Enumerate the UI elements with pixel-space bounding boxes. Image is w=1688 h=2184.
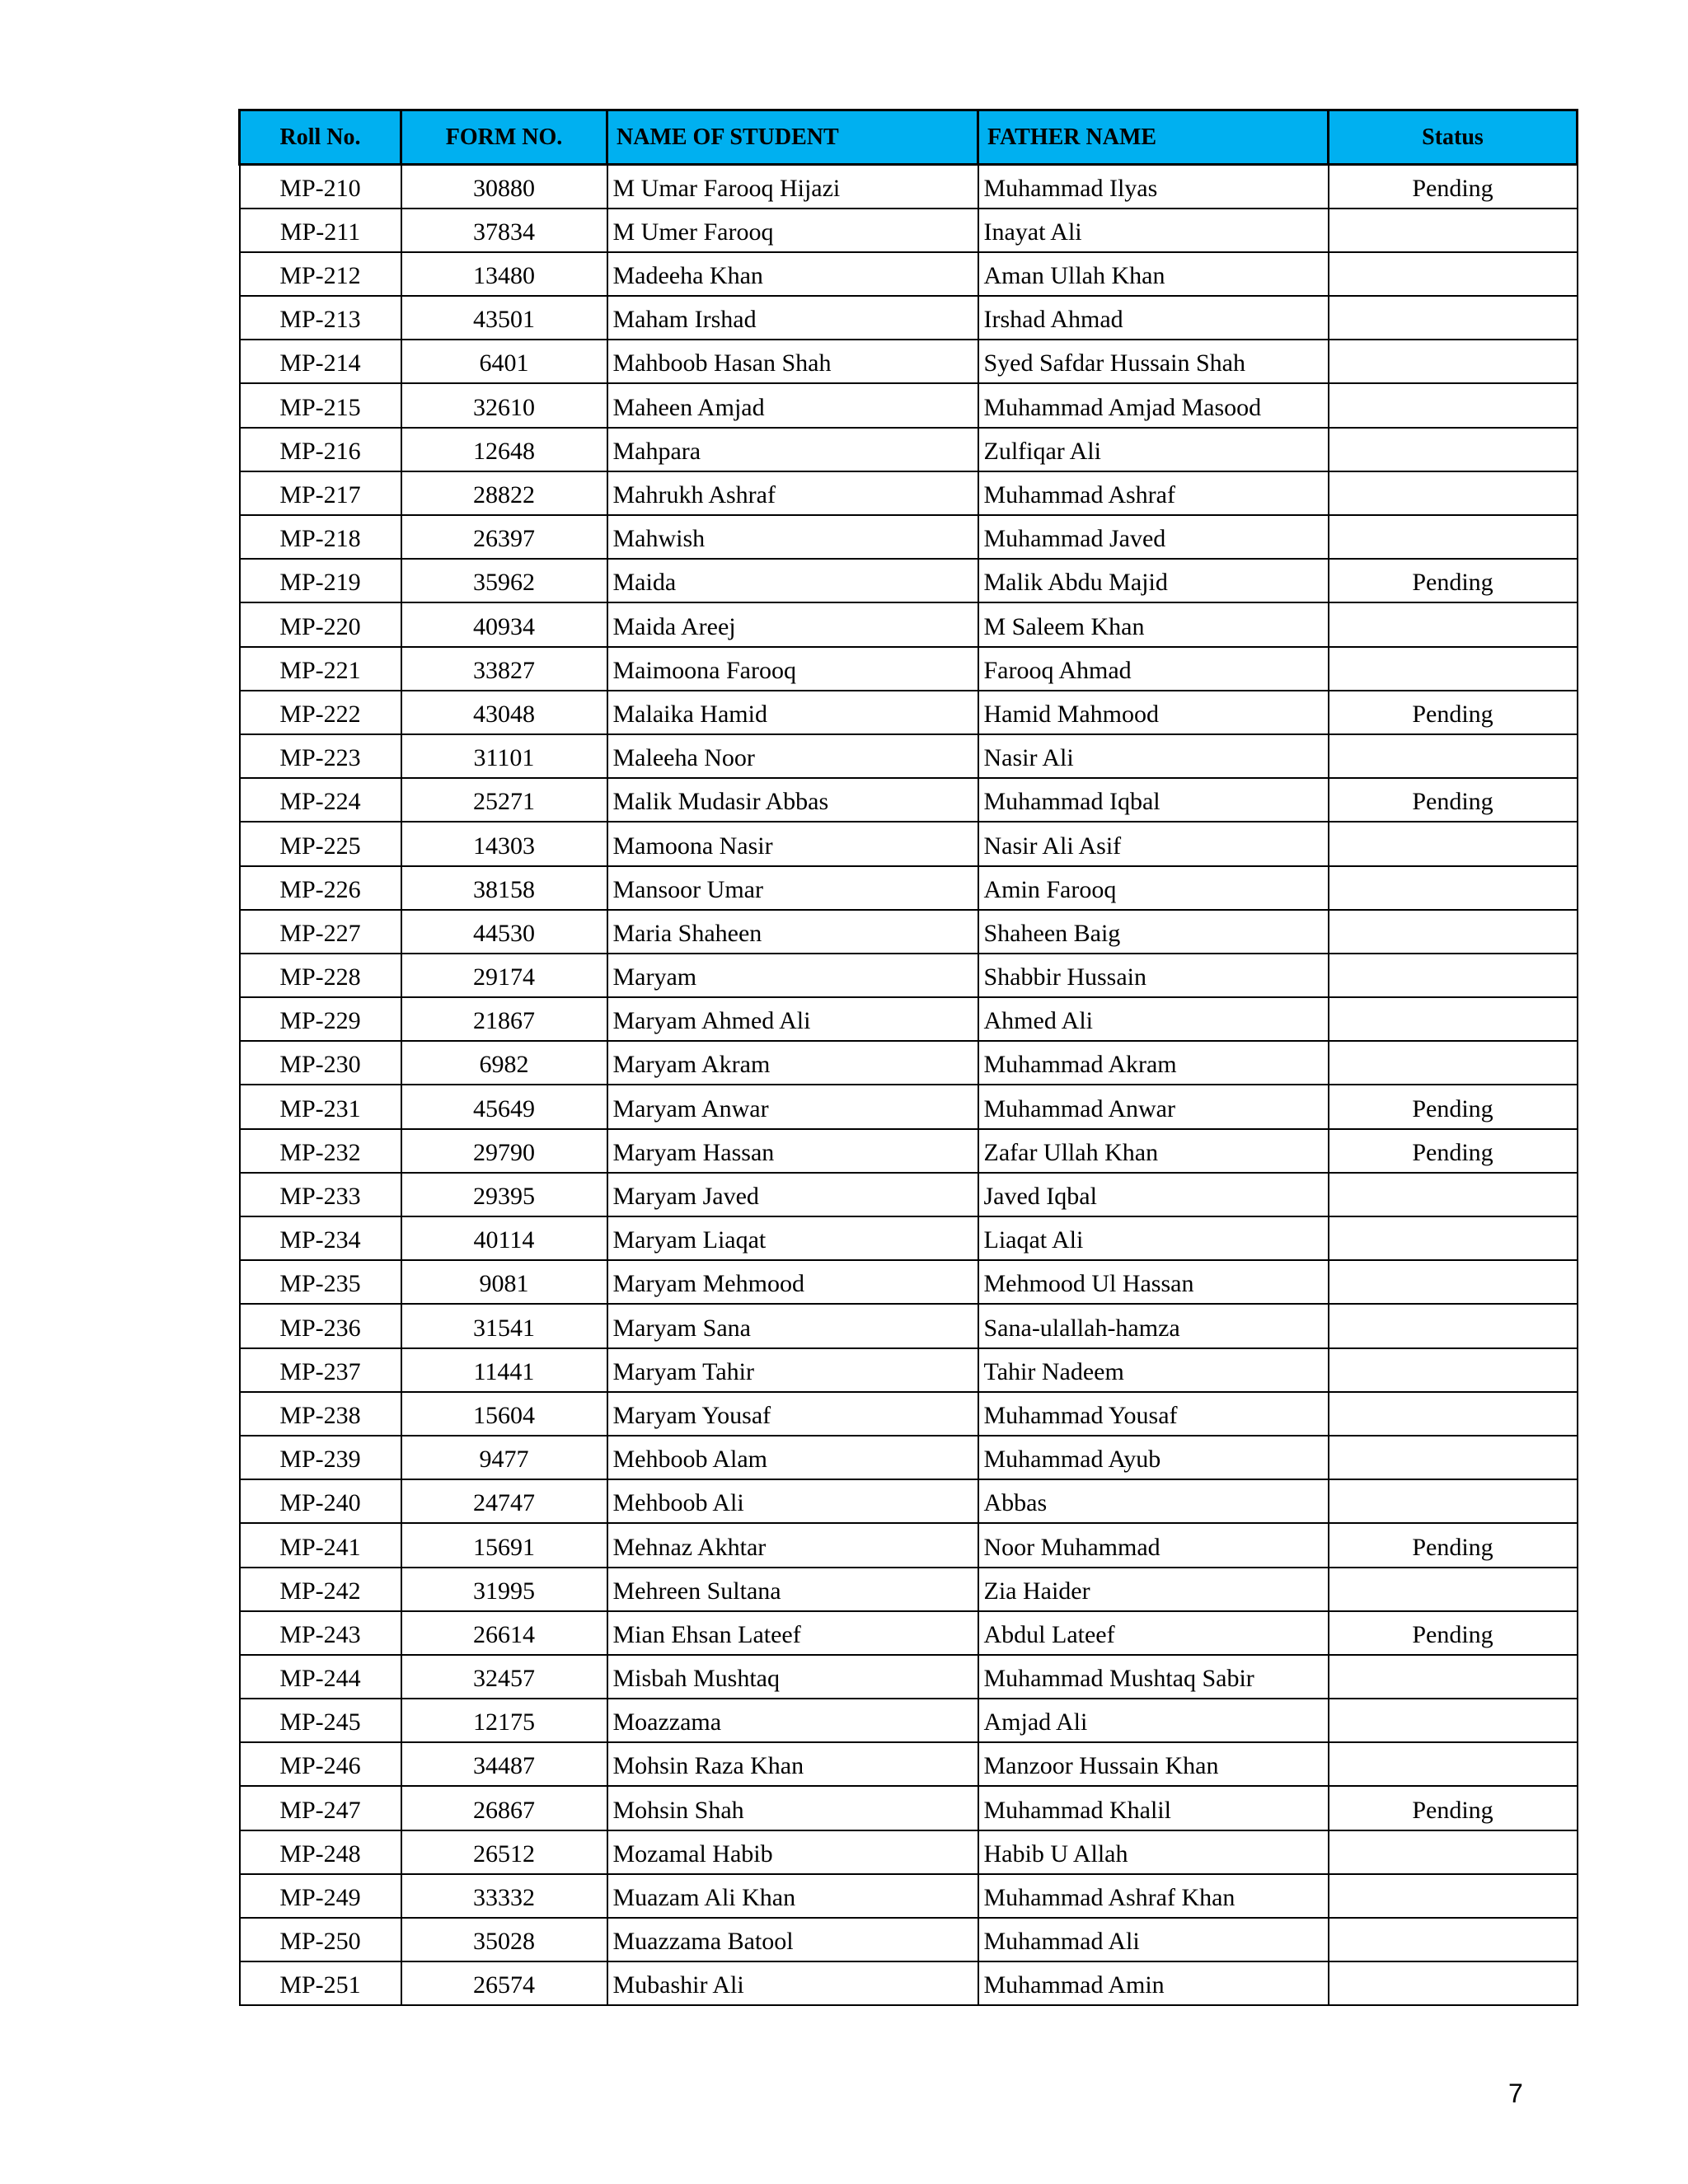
table-header-row (240, 110, 1578, 165)
student-name-cell: Mamoona Nasir (607, 822, 978, 865)
status-cell: Pending (1329, 1085, 1578, 1128)
status-cell: Pending (1329, 778, 1578, 822)
status-cell (1329, 515, 1578, 559)
father-name-cell: Muhammad Ali (978, 1918, 1329, 1961)
form-no-cell: 26867 (401, 1786, 607, 1830)
student-name-cell: Mian Ehsan Lateef (607, 1611, 978, 1655)
student-name-cell: Maham Irshad (607, 296, 978, 340)
student-name-cell: Mehboob Alam (607, 1436, 978, 1479)
status-cell (1329, 997, 1578, 1041)
form-no-cell: 6982 (401, 1041, 607, 1085)
father-name-cell: Muhammad Amjad Masood (978, 383, 1329, 427)
father-name-cell: Hamid Mahmood (978, 691, 1329, 734)
form-no-cell: 28822 (401, 471, 607, 515)
status-cell (1329, 340, 1578, 383)
roll-no-cell: MP-213 (240, 296, 401, 340)
father-name-cell: Malik Abdu Majid (978, 559, 1329, 602)
student-name-cell: Misbah Mushtaq (607, 1655, 978, 1699)
student-name-cell: Maida Areej (607, 602, 978, 646)
father-name-cell: Ahmed Ali (978, 997, 1329, 1041)
status-cell (1329, 1392, 1578, 1436)
form-no-cell: 26574 (401, 1961, 607, 2005)
form-no-cell: 31541 (401, 1304, 607, 1347)
table-row (240, 1786, 1578, 1830)
roll-no-cell: MP-218 (240, 515, 401, 559)
father-name-cell: Sana-ulallah-hamza (978, 1304, 1329, 1347)
table-row (240, 515, 1578, 559)
father-name-cell: Liaqat Ali (978, 1216, 1329, 1260)
father-name-cell: Manzoor Hussain Khan (978, 1742, 1329, 1786)
table-row (240, 997, 1578, 1041)
status-cell (1329, 1348, 1578, 1392)
form-no-cell: 11441 (401, 1348, 607, 1392)
student-name-cell: M Umar Farooq Hijazi (607, 165, 978, 209)
roll-no-cell: MP-226 (240, 866, 401, 910)
table-row (240, 602, 1578, 646)
status-cell (1329, 428, 1578, 471)
roll-no-cell: MP-219 (240, 559, 401, 602)
student-name-cell: Mohsin Raza Khan (607, 1742, 978, 1786)
table-row (240, 1568, 1578, 1611)
roll-no-cell: MP-225 (240, 822, 401, 865)
header-roll-no: Roll No. (240, 110, 401, 165)
father-name-cell: Habib U Allah (978, 1830, 1329, 1874)
student-name-cell: Mozamal Habib (607, 1830, 978, 1874)
roll-no-cell: MP-250 (240, 1918, 401, 1961)
table-row (240, 1874, 1578, 1918)
status-cell (1329, 252, 1578, 296)
status-cell (1329, 471, 1578, 515)
status-cell (1329, 910, 1578, 954)
roll-no-cell: MP-245 (240, 1699, 401, 1742)
status-cell (1329, 1173, 1578, 1216)
header-status: Status (1329, 110, 1578, 165)
status-cell: Pending (1329, 559, 1578, 602)
student-name-cell: Mansoor Umar (607, 866, 978, 910)
table-row (240, 1655, 1578, 1699)
father-name-cell: Noor Muhammad (978, 1523, 1329, 1567)
roll-no-cell: MP-215 (240, 383, 401, 427)
table-row (240, 1830, 1578, 1874)
form-no-cell: 13480 (401, 252, 607, 296)
roll-no-cell: MP-224 (240, 778, 401, 822)
table-row (240, 428, 1578, 471)
student-name-cell: Mahpara (607, 428, 978, 471)
status-cell (1329, 296, 1578, 340)
student-name-cell: Maryam Anwar (607, 1085, 978, 1128)
form-no-cell: 6401 (401, 340, 607, 383)
status-cell (1329, 209, 1578, 252)
student-name-cell: Muazam Ali Khan (607, 1874, 978, 1918)
form-no-cell: 32610 (401, 383, 607, 427)
table-row (240, 471, 1578, 515)
father-name-cell: Javed Iqbal (978, 1173, 1329, 1216)
roll-no-cell: MP-239 (240, 1436, 401, 1479)
father-name-cell: Muhammad Ashraf Khan (978, 1874, 1329, 1918)
roll-no-cell: MP-210 (240, 165, 401, 209)
roll-no-cell: MP-217 (240, 471, 401, 515)
student-name-cell: Maria Shaheen (607, 910, 978, 954)
form-no-cell: 26397 (401, 515, 607, 559)
form-no-cell: 9477 (401, 1436, 607, 1479)
table-row (240, 1260, 1578, 1304)
roll-no-cell: MP-221 (240, 647, 401, 691)
father-name-cell: Amjad Ali (978, 1699, 1329, 1742)
student-name-cell: Mehboob Ali (607, 1479, 978, 1523)
page-number: 7 (1508, 2079, 1523, 2108)
header-father-name: FATHER NAME (978, 110, 1329, 165)
table-row (240, 1479, 1578, 1523)
status-cell (1329, 1874, 1578, 1918)
student-name-cell: Maida (607, 559, 978, 602)
header-form-no: FORM NO. (401, 110, 607, 165)
form-no-cell: 35028 (401, 1918, 607, 1961)
roll-no-cell: MP-211 (240, 209, 401, 252)
student-table (238, 109, 1578, 2006)
roll-no-cell: MP-222 (240, 691, 401, 734)
status-cell (1329, 734, 1578, 778)
student-name-cell: Maleeha Noor (607, 734, 978, 778)
table-row (240, 1392, 1578, 1436)
form-no-cell: 33332 (401, 1874, 607, 1918)
table-row (240, 252, 1578, 296)
roll-no-cell: MP-228 (240, 954, 401, 997)
student-name-cell: Mehreen Sultana (607, 1568, 978, 1611)
form-no-cell: 26512 (401, 1830, 607, 1874)
status-cell (1329, 1699, 1578, 1742)
father-name-cell: Shaheen Baig (978, 910, 1329, 954)
status-cell: Pending (1329, 1523, 1578, 1567)
status-cell (1329, 1961, 1578, 2005)
form-no-cell: 14303 (401, 822, 607, 865)
roll-no-cell: MP-243 (240, 1611, 401, 1655)
roll-no-cell: MP-248 (240, 1830, 401, 1874)
status-cell (1329, 954, 1578, 997)
student-name-cell: Mahboob Hasan Shah (607, 340, 978, 383)
father-name-cell: Tahir Nadeem (978, 1348, 1329, 1392)
status-cell (1329, 1041, 1578, 1085)
table-row (240, 559, 1578, 602)
table-row (240, 296, 1578, 340)
table-row (240, 778, 1578, 822)
father-name-cell: Abdul Lateef (978, 1611, 1329, 1655)
student-name-cell: Moazzama (607, 1699, 978, 1742)
student-name-cell: Madeeha Khan (607, 252, 978, 296)
student-name-cell: Maryam Sana (607, 1304, 978, 1347)
student-name-cell: Maryam Ahmed Ali (607, 997, 978, 1041)
form-no-cell: 32457 (401, 1655, 607, 1699)
table-row (240, 1918, 1578, 1961)
father-name-cell: Muhammad Mushtaq Sabir (978, 1655, 1329, 1699)
student-name-cell: Maryam Hassan (607, 1129, 978, 1173)
roll-no-cell: MP-240 (240, 1479, 401, 1523)
student-name-cell: M Umer Farooq (607, 209, 978, 252)
father-name-cell: Muhammad Akram (978, 1041, 1329, 1085)
status-cell (1329, 1830, 1578, 1874)
form-no-cell: 45649 (401, 1085, 607, 1128)
table-row (240, 1523, 1578, 1567)
status-cell (1329, 1216, 1578, 1260)
father-name-cell: Inayat Ali (978, 209, 1329, 252)
form-no-cell: 29395 (401, 1173, 607, 1216)
form-no-cell: 29790 (401, 1129, 607, 1173)
father-name-cell: Muhammad Javed (978, 515, 1329, 559)
father-name-cell: Muhammad Ashraf (978, 471, 1329, 515)
father-name-cell: Muhammad Ayub (978, 1436, 1329, 1479)
student-name-cell: Maryam Liaqat (607, 1216, 978, 1260)
status-cell: Pending (1329, 691, 1578, 734)
father-name-cell: Abbas (978, 1479, 1329, 1523)
table-row (240, 954, 1578, 997)
table-row (240, 647, 1578, 691)
roll-no-cell: MP-234 (240, 1216, 401, 1260)
form-no-cell: 43501 (401, 296, 607, 340)
student-name-cell: Mubashir Ali (607, 1961, 978, 2005)
status-cell (1329, 1260, 1578, 1304)
father-name-cell: Mehmood Ul Hassan (978, 1260, 1329, 1304)
roll-no-cell: MP-251 (240, 1961, 401, 2005)
table-body (240, 165, 1578, 2006)
father-name-cell: Shabbir Hussain (978, 954, 1329, 997)
table-row (240, 1348, 1578, 1392)
roll-no-cell: MP-223 (240, 734, 401, 778)
father-name-cell: Aman Ullah Khan (978, 252, 1329, 296)
status-cell: Pending (1329, 165, 1578, 209)
form-no-cell: 31101 (401, 734, 607, 778)
roll-no-cell: MP-237 (240, 1348, 401, 1392)
form-no-cell: 38158 (401, 866, 607, 910)
roll-no-cell: MP-244 (240, 1655, 401, 1699)
student-name-cell: Maimoona Farooq (607, 647, 978, 691)
status-cell (1329, 822, 1578, 865)
student-name-cell: Maryam Javed (607, 1173, 978, 1216)
form-no-cell: 44530 (401, 910, 607, 954)
status-cell (1329, 383, 1578, 427)
father-name-cell: Syed Safdar Hussain Shah (978, 340, 1329, 383)
form-no-cell: 40114 (401, 1216, 607, 1260)
student-name-cell: Maheen Amjad (607, 383, 978, 427)
table-row (240, 1304, 1578, 1347)
father-name-cell: Muhammad Anwar (978, 1085, 1329, 1128)
father-name-cell: Muhammad Khalil (978, 1786, 1329, 1830)
form-no-cell: 33827 (401, 647, 607, 691)
roll-no-cell: MP-212 (240, 252, 401, 296)
status-cell (1329, 1568, 1578, 1611)
form-no-cell: 37834 (401, 209, 607, 252)
father-name-cell: Muhammad Ilyas (978, 165, 1329, 209)
table-row (240, 691, 1578, 734)
form-no-cell: 12648 (401, 428, 607, 471)
father-name-cell: M Saleem Khan (978, 602, 1329, 646)
roll-no-cell: MP-236 (240, 1304, 401, 1347)
status-cell (1329, 866, 1578, 910)
roll-no-cell: MP-232 (240, 1129, 401, 1173)
form-no-cell: 30880 (401, 165, 607, 209)
form-no-cell: 26614 (401, 1611, 607, 1655)
table-row (240, 1173, 1578, 1216)
table-row (240, 1085, 1578, 1128)
status-cell (1329, 1304, 1578, 1347)
table-row (240, 165, 1578, 209)
form-no-cell: 24747 (401, 1479, 607, 1523)
roll-no-cell: MP-249 (240, 1874, 401, 1918)
form-no-cell: 29174 (401, 954, 607, 997)
father-name-cell: Muhammad Amin (978, 1961, 1329, 2005)
student-name-cell: Muazzama Batool (607, 1918, 978, 1961)
roll-no-cell: MP-238 (240, 1392, 401, 1436)
table-row (240, 734, 1578, 778)
form-no-cell: 31995 (401, 1568, 607, 1611)
status-cell (1329, 1436, 1578, 1479)
form-no-cell: 34487 (401, 1742, 607, 1786)
table-row (240, 866, 1578, 910)
table-row (240, 1742, 1578, 1786)
form-no-cell: 9081 (401, 1260, 607, 1304)
roll-no-cell: MP-231 (240, 1085, 401, 1128)
form-no-cell: 40934 (401, 602, 607, 646)
table-row (240, 340, 1578, 383)
status-cell (1329, 1479, 1578, 1523)
status-cell: Pending (1329, 1129, 1578, 1173)
father-name-cell: Zia Haider (978, 1568, 1329, 1611)
student-name-cell: Maryam (607, 954, 978, 997)
student-name-cell: Mehnaz Akhtar (607, 1523, 978, 1567)
roll-no-cell: MP-247 (240, 1786, 401, 1830)
table-row (240, 1961, 1578, 2005)
form-no-cell: 35962 (401, 559, 607, 602)
roll-no-cell: MP-235 (240, 1260, 401, 1304)
table-row (240, 1129, 1578, 1173)
table-row (240, 1611, 1578, 1655)
father-name-cell: Muhammad Yousaf (978, 1392, 1329, 1436)
status-cell (1329, 647, 1578, 691)
roll-no-cell: MP-227 (240, 910, 401, 954)
father-name-cell: Zulfiqar Ali (978, 428, 1329, 471)
student-name-cell: Mohsin Shah (607, 1786, 978, 1830)
father-name-cell: Nasir Ali (978, 734, 1329, 778)
father-name-cell: Muhammad Iqbal (978, 778, 1329, 822)
status-cell: Pending (1329, 1786, 1578, 1830)
roll-no-cell: MP-233 (240, 1173, 401, 1216)
roll-no-cell: MP-230 (240, 1041, 401, 1085)
roll-no-cell: MP-220 (240, 602, 401, 646)
status-cell: Pending (1329, 1611, 1578, 1655)
form-no-cell: 15691 (401, 1523, 607, 1567)
student-name-cell: Malaika Hamid (607, 691, 978, 734)
table-row (240, 1436, 1578, 1479)
student-name-cell: Maryam Tahir (607, 1348, 978, 1392)
student-name-cell: Maryam Yousaf (607, 1392, 978, 1436)
table-row (240, 1216, 1578, 1260)
father-name-cell: Zafar Ullah Khan (978, 1129, 1329, 1173)
status-cell (1329, 602, 1578, 646)
status-cell (1329, 1918, 1578, 1961)
table-row (240, 209, 1578, 252)
student-name-cell: Maryam Mehmood (607, 1260, 978, 1304)
student-name-cell: Mahrukh Ashraf (607, 471, 978, 515)
form-no-cell: 43048 (401, 691, 607, 734)
student-name-cell: Maryam Akram (607, 1041, 978, 1085)
table-row (240, 1699, 1578, 1742)
father-name-cell: Farooq Ahmad (978, 647, 1329, 691)
header-student-name: NAME OF STUDENT (607, 110, 978, 165)
roll-no-cell: MP-214 (240, 340, 401, 383)
form-no-cell: 25271 (401, 778, 607, 822)
form-no-cell: 12175 (401, 1699, 607, 1742)
student-name-cell: Mahwish (607, 515, 978, 559)
table-row (240, 383, 1578, 427)
roll-no-cell: MP-242 (240, 1568, 401, 1611)
roll-no-cell: MP-229 (240, 997, 401, 1041)
form-no-cell: 15604 (401, 1392, 607, 1436)
status-cell (1329, 1742, 1578, 1786)
father-name-cell: Nasir Ali Asif (978, 822, 1329, 865)
table-row (240, 910, 1578, 954)
roll-no-cell: MP-246 (240, 1742, 401, 1786)
student-name-cell: Malik Mudasir Abbas (607, 778, 978, 822)
roll-no-cell: MP-216 (240, 428, 401, 471)
status-cell (1329, 1655, 1578, 1699)
father-name-cell: Irshad Ahmad (978, 296, 1329, 340)
form-no-cell: 21867 (401, 997, 607, 1041)
table-row (240, 822, 1578, 865)
table-row (240, 1041, 1578, 1085)
father-name-cell: Amin Farooq (978, 866, 1329, 910)
roll-no-cell: MP-241 (240, 1523, 401, 1567)
